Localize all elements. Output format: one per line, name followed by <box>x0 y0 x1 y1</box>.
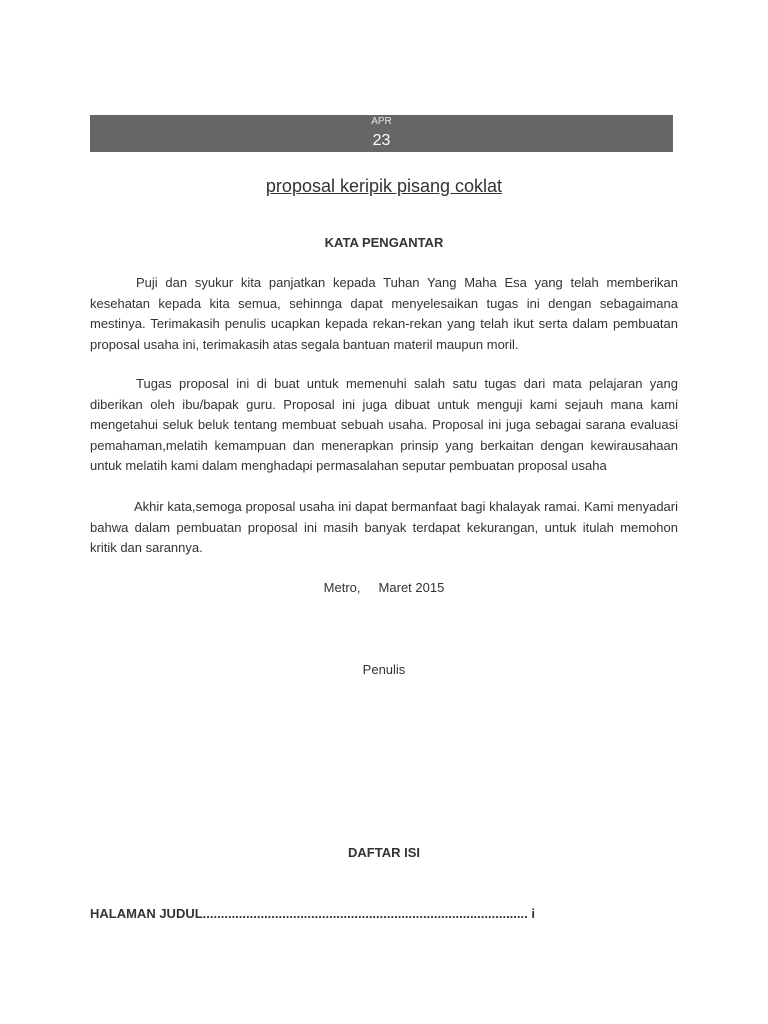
paragraph-1: Puji dan syukur kita panjatkan kepada Tuhan Yang Maha Esa yang telah memberikan kesehatan kepada kita semua, sehinnga dapat menyelesaikan tugas ini dengan sebagaimana mestinya. Terimakasih penulis ucapkan kepada rekan-rekan yang telah ikut serta dalam pembuatan proposal usaha ini, terimakasih atas segala bantuan materil maupun moril. <box>90 275 678 352</box>
toc-entry-leader: .......................................................................................... <box>202 906 528 921</box>
date-badge <box>90 115 673 152</box>
daftar-isi-heading: DAFTAR ISI <box>348 845 420 860</box>
date-day: 23 <box>372 132 391 149</box>
paragraph-3: Akhir kata,semoga proposal usaha ini dapat bermanfaat bagi khalayak ramai. Kami menyadari bahwa dalam pembuatan proposal ini masih banyak terdapat kekurangan, untuk itulah memohon kritik dan sarannya. <box>90 499 678 555</box>
signature-penulis: Penulis <box>362 662 406 677</box>
post-title-link[interactable]: proposal keripik pisang coklat <box>265 176 503 196</box>
toc-entry-label: HALAMAN JUDUL <box>90 906 203 921</box>
place-date: Metro, Maret 2015 <box>323 580 445 595</box>
toc-entry[interactable] <box>90 904 678 925</box>
paragraph-2: Tugas proposal ini di buat untuk memenuhi salah satu tugas dari mata pelajaran yang diberikan oleh ibu/bapak guru. Proposal ini juga dibuat untuk menguji kami sejauh mana kami mengetahui seluk beluk tentang membuat sebuah usaha. Proposal ini juga sebagai sarana evaluasi pemahaman,melatih kemampuan dan menerapkan prinsip yang berkaitan dengan kewirausahaan untuk melatih kami dalam menghadapi permasalahan seputar pembuatan proposal usaha <box>90 376 678 473</box>
toc-entry-page: i <box>531 906 535 921</box>
kata-pengantar-heading: KATA PENGANTAR <box>324 235 444 250</box>
date-month: APR <box>371 116 392 127</box>
